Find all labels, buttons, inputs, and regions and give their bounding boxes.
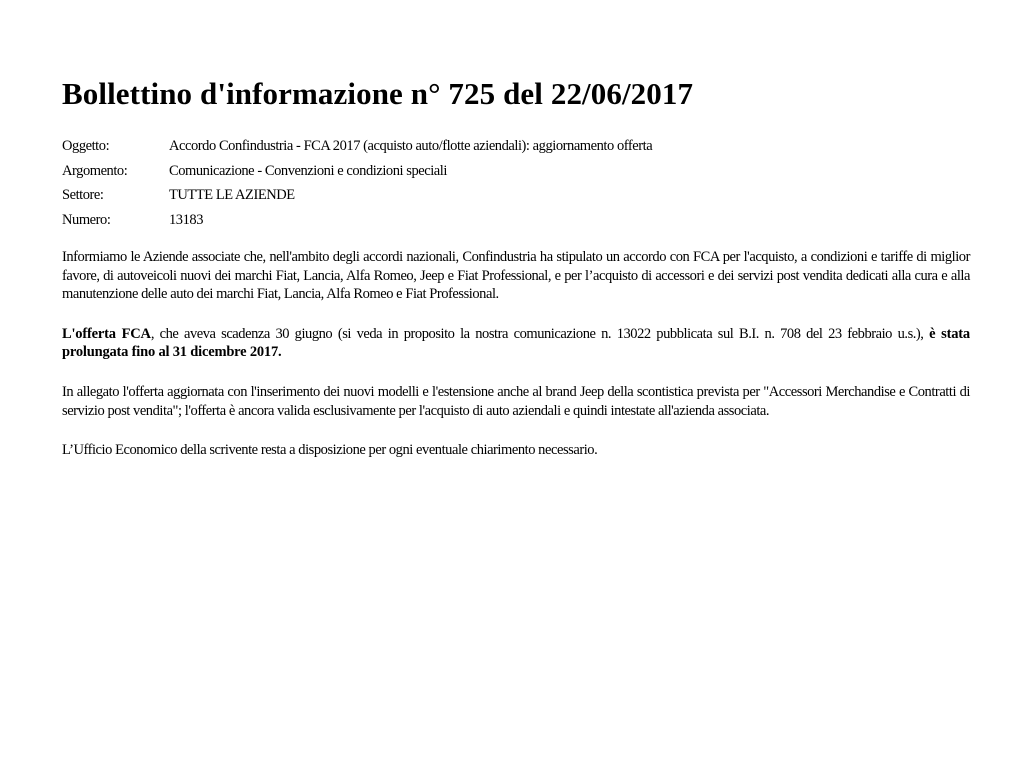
paragraph-offer-extension <box>62 325 970 362</box>
document-title: Bollettino d'informazione n° 725 del 22/06/2017 <box>62 76 694 111</box>
meta-row-subject <box>62 134 970 159</box>
paragraph-contact: L’Ufficio Economico della scrivente resta a disposizione per ogni eventuale chiarimento necessario. <box>62 442 598 459</box>
offer-extension-bold: è stata prolungata fino al 31 dicembre 2017. <box>62 325 970 361</box>
meta-label-number: Numero: <box>62 211 111 228</box>
document-metadata <box>62 134 970 232</box>
meta-value-sector: TUTTE LE AZIENDE <box>169 187 295 203</box>
meta-value-number: 13183 <box>169 211 204 228</box>
offer-name-bold: L'offerta FCA <box>62 325 151 342</box>
meta-label-sector: Settore: <box>62 187 104 203</box>
meta-value-topic: Comunicazione - Convenzioni e condizioni speciali <box>169 162 447 179</box>
document-body <box>62 248 970 460</box>
meta-row-number <box>62 208 970 233</box>
meta-row-topic <box>62 159 970 184</box>
paragraph-attachment: In allegato l'offerta aggiornata con l'inserimento dei nuovi modelli e l'estensione anche al brand Jeep della scontistica prevista per "Accessori Merchandise e Contratti di servizio post vendita"; l'offerta è ancora valida esclusivamente per l'acquisto di auto aziendali e quindi intestate all'azienda associata. <box>62 383 970 419</box>
meta-label-topic: Argomento: <box>62 162 128 179</box>
offer-details-text: , che aveva scadenza 30 giugno (si veda in proposito la nostra comunicazione n. 13022 pubblicata sul B.I. n. 708 del 23 febbraio u.s.), <box>150 325 930 342</box>
paragraph-intro: Informiamo le Aziende associate che, nell'ambito degli accordi nazionali, Confindustria ha stipulato un accordo con FCA per l'acquisto, a condizioni e tariffe di miglior favore, di autoveicoli nuovi dei marchi Fiat, Lancia, Alfa Romeo, Jeep e Fiat Professional, e per l’acquisto di accessori e dei servizi post vendita dedicati alla cura e alla manutenzione delle auto dei marchi Fiat, Lancia, Alfa Romeo e Fiat Professional. <box>62 249 970 303</box>
meta-label-subject: Oggetto: <box>62 138 110 154</box>
meta-value-subject: Accordo Confindustria - FCA 2017 (acquisto auto/flotte aziendali): aggiornamento offerta <box>169 138 653 154</box>
meta-row-sector <box>62 183 970 208</box>
